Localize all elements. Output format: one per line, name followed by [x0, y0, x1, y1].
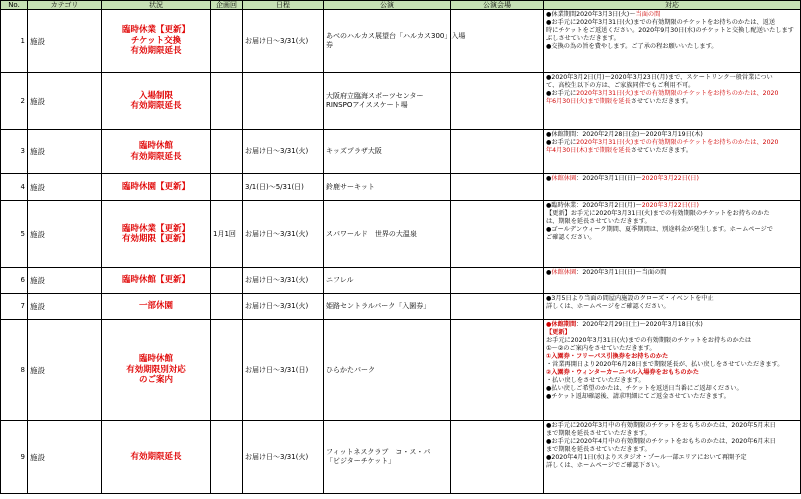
notes-segment: ● — [546, 321, 552, 328]
row-status — [102, 201, 211, 268]
table-row — [1, 130, 801, 174]
notes-line — [546, 454, 798, 462]
row-category: 施設 — [28, 73, 102, 130]
notes-line — [546, 27, 798, 35]
notes-line — [546, 98, 798, 106]
row-plan — [211, 294, 243, 320]
status-line: 臨時休園【更新】 — [121, 181, 190, 192]
row-schedule: お届け日～3/31(火) — [243, 10, 324, 73]
notes-segment: 【更新】お手元に2020年3月31日(火)までの有効期限のチケットをお持ちのかた — [546, 210, 770, 217]
row-category: 施設 — [28, 268, 102, 294]
header-plan: 企画回 — [211, 1, 243, 10]
status-line: 臨時休業【更新】 — [121, 25, 190, 36]
notes-line — [546, 11, 798, 19]
notes-segment: ●お手元に — [546, 90, 577, 97]
notes-segment: ：2020年2月29日(土)～2020年3月18日(水) — [576, 321, 703, 328]
row-event — [324, 421, 451, 494]
row-category: 施設 — [28, 320, 102, 421]
notes-segment: 2020年3月22日(日) — [641, 202, 699, 209]
row-status — [102, 73, 211, 130]
status-line: 一部休園 — [138, 301, 173, 312]
row-plan — [211, 320, 243, 421]
notes-line — [546, 462, 798, 470]
notes-line — [546, 446, 798, 454]
row-plan: 1月1回 — [211, 201, 243, 268]
status-line: のご案内 — [138, 375, 173, 386]
status-line: 有効期限延長 — [130, 101, 182, 111]
notes-segment: は、期限を延長させていただきます。 — [546, 218, 651, 225]
notes-segment: させていただきます。 — [630, 147, 693, 154]
row-venue — [451, 201, 544, 268]
row-status — [102, 10, 211, 73]
row-plan — [211, 421, 243, 494]
notes-segment: 2020年3月22日(日) — [641, 175, 699, 182]
row-schedule: お届け日～3/31(火) — [243, 130, 324, 174]
row-venue — [451, 294, 544, 320]
table-row — [1, 10, 801, 73]
notes-segment: 【更新】 — [546, 329, 571, 336]
table-row — [1, 174, 801, 201]
row-number: 6 — [1, 268, 28, 294]
table-row — [1, 73, 801, 130]
header-venue: 公演会場 — [451, 1, 544, 10]
notes-segment: ●払い戻しご希望のかたは、チケットを返送日当番にご返却ください。 — [546, 385, 743, 392]
notes-segment: ●3月5日より当面の間屋内施設のクローズ・イベントを中止 — [546, 295, 714, 302]
row-notes — [544, 320, 801, 421]
notes-segment: 休館期間 — [551, 321, 577, 328]
row-schedule: お届け日～3/31(日) — [243, 320, 324, 421]
notes-segment: ●ゴールデンウィーク期間、夏季期間は、別途料金が発生します。ホームページで — [546, 226, 773, 233]
status-line: チケット交換 — [130, 35, 182, 46]
row-number: 4 — [1, 174, 28, 201]
notes-segment: まで期限を延長させていただきます。 — [546, 446, 651, 453]
notes-line — [546, 131, 798, 139]
header-category: カテゴリ — [28, 1, 102, 10]
notes-segment: まで期限を延長させていただきます。 — [546, 430, 651, 437]
row-notes — [544, 294, 801, 320]
row-plan — [211, 174, 243, 201]
event-line: 姫路セントラルパーク「入園券」 — [326, 302, 431, 310]
notes-segment: ●お手元に2020年3月31日(火)までの有効期限のチケットをお持ちのかたは、返送 — [546, 19, 776, 26]
row-category: 施設 — [28, 201, 102, 268]
row-notes — [544, 174, 801, 201]
notes-line — [546, 226, 798, 234]
header-schedule: 日程 — [243, 1, 324, 10]
notes-segment: ●お手元に2020年3月中の有効期限のチケットをおもちのかたは、2020年5月末日 — [546, 422, 776, 429]
row-status — [102, 174, 211, 201]
event-line: 「ビジターチケット」 — [326, 457, 396, 465]
notes-segment: ●2020年3月2日(月)～2020年3月23日(月)まで、スケートリンク一般営業につい — [546, 74, 773, 81]
notes-line — [546, 345, 798, 353]
event-line: 券 — [326, 41, 333, 49]
notes-line — [546, 175, 798, 183]
status-line: 臨時休館 — [138, 354, 173, 365]
row-event — [324, 294, 451, 320]
table-row — [1, 268, 801, 294]
row-notes — [544, 201, 801, 268]
header-no: No. — [1, 1, 28, 10]
notes-line — [546, 269, 798, 277]
row-category: 施設 — [28, 10, 102, 73]
notes-segment: 時にチケットをご返送ください。2020年9月30日(水)のチケットと交換し配送いたします — [546, 27, 794, 34]
event-line: フィットネスクラブ コ・ス・パ — [326, 448, 431, 456]
notes-line — [546, 430, 798, 438]
event-line: 大阪府立臨海スポーツセンター — [326, 92, 424, 100]
notes-line — [546, 303, 798, 311]
status-line: 有効期限延長 — [130, 151, 182, 162]
notes-segment: ●チケット返却確認後、請求明細にてご返金させていただきます。 — [546, 393, 730, 400]
notes-segment: ・払い戻しをさせていただきます。 — [546, 377, 645, 384]
table-row — [1, 294, 801, 320]
notes-line — [546, 295, 798, 303]
notes-line — [546, 202, 798, 210]
notes-segment: ● — [546, 269, 552, 276]
notes-segment: 2020年3月31日(火)までの有効期限のチケットをお持ちのかたは、2020 — [576, 90, 779, 97]
notes-line — [546, 385, 798, 393]
notes-line — [546, 90, 798, 98]
notes-line — [546, 74, 798, 82]
status-line: 有効期限延長 — [130, 46, 182, 57]
row-number: 2 — [1, 73, 28, 130]
notes-segment: お手元に2020年3月31日(火)までの有効期限のチケットをお持ちのかたは — [546, 337, 752, 344]
notes-segment: ●お手元に — [546, 139, 577, 146]
row-event — [324, 130, 451, 174]
row-schedule — [243, 73, 324, 130]
row-venue — [451, 73, 544, 130]
status-line: 臨時休館【更新】 — [121, 275, 190, 286]
notes-line — [546, 139, 798, 147]
table-row — [1, 320, 801, 421]
status-line: 有効期限別対応 — [126, 364, 186, 375]
notes-segment: 休館休園 — [551, 175, 577, 182]
event-line: 鈴鹿サーキット — [326, 182, 375, 191]
row-status — [102, 421, 211, 494]
notes-segment: ②入園券・ウィンターカーニバル入場券をおもちのかた — [546, 369, 699, 376]
notes-segment: ●臨時休業：2020年3月2日(月)～ — [546, 202, 642, 209]
row-notes — [544, 421, 801, 494]
row-schedule: お届け日～3/31(火) — [243, 201, 324, 268]
notes-segment: ●お手元に2020年4月中の有効期限のチケットをおもちのかたは、2020年6月末日 — [546, 438, 776, 445]
notes-segment: ：2020年3月1日(日)～ — [576, 175, 642, 182]
row-event — [324, 268, 451, 294]
notes-segment: 年4月30日(木)まで期限を延長 — [546, 147, 631, 154]
notes-line — [546, 438, 798, 446]
row-venue — [451, 268, 544, 294]
table-row — [1, 421, 801, 494]
header-row — [1, 1, 801, 10]
notes-segment: させていただきます。 — [630, 98, 693, 105]
row-status — [102, 320, 211, 421]
header-event: 公演 — [324, 1, 451, 10]
notes-line — [546, 43, 798, 51]
notes-segment: ●2020年4月1日(水)よりスタジオ・プール一部エリアにおいて再開予定 — [546, 454, 747, 461]
event-line: あべのハルカス展望台「ハルカス300」入場 — [326, 32, 466, 40]
notes-line — [546, 353, 798, 361]
row-number: 7 — [1, 294, 28, 320]
row-category: 施設 — [28, 130, 102, 174]
notes-segment: ●休業期間2020年3月3日(火)～ — [546, 11, 636, 18]
row-status — [102, 294, 211, 320]
notes-segment: ● — [546, 175, 552, 182]
notes-line — [546, 35, 798, 43]
notes-segment: 詳しくは、ホームページでご確認下さい。 — [546, 462, 664, 469]
status-line: 有効期限【更新】 — [121, 234, 190, 244]
event-line: キッズプラザ大阪 — [326, 147, 382, 155]
notes-segment: 当面の間 — [635, 11, 661, 18]
row-plan — [211, 10, 243, 73]
row-category: 施設 — [28, 421, 102, 494]
notes-line — [546, 393, 798, 401]
notes-segment: ご確認ください。 — [546, 234, 596, 241]
row-schedule: お届け日～3/31(火) — [243, 268, 324, 294]
notes-segment: ①～②のご案内をさせていただきます。 — [546, 345, 656, 352]
notes-line — [546, 422, 798, 430]
notes-line — [546, 329, 798, 337]
row-venue — [451, 130, 544, 174]
notes-line — [546, 321, 798, 329]
notes-segment: 詳しくは、ホームページをご確認ください。 — [546, 303, 670, 310]
row-status — [102, 268, 211, 294]
notes-line — [546, 82, 798, 90]
status-line: 臨時休館 — [138, 141, 173, 151]
event-line: RINSPOアイススケート場 — [326, 101, 408, 109]
row-venue — [451, 421, 544, 494]
row-schedule: 3/1(日)～5/31(日) — [243, 174, 324, 201]
notes-line — [546, 218, 798, 226]
notes-segment: ①入園券・フリーパス引換券をお持ちのかた — [546, 353, 669, 360]
header-status: 状況 — [102, 1, 211, 10]
row-plan — [211, 130, 243, 174]
row-status — [102, 130, 211, 174]
row-event — [324, 73, 451, 130]
notes-segment: て、高校生以下の方は、ご家族同伴でもご利用不可。 — [546, 82, 695, 89]
notes-line — [546, 361, 798, 369]
row-notes — [544, 268, 801, 294]
notes-segment: ●交換の為の旨を費やします。ご了承の程お願いいたします。 — [546, 43, 718, 50]
notes-segment: 年6月30日(火)まで期限を延長 — [546, 98, 631, 105]
event-line: ニフレル — [326, 276, 354, 284]
row-event — [324, 201, 451, 268]
row-venue — [451, 174, 544, 201]
notes-segment: ●休館期間：2020年2月28日(金)～2020年3月19日(木) — [546, 131, 703, 138]
status-line: 入場制限 — [138, 90, 173, 101]
notes-line — [546, 210, 798, 218]
notes-line — [546, 19, 798, 27]
notes-line — [546, 234, 798, 242]
status-line: 有効期限延長 — [130, 451, 182, 462]
notes-segment: 休館休園 — [551, 269, 577, 276]
notes-line — [546, 337, 798, 345]
row-category: 施設 — [28, 174, 102, 201]
notes-line — [546, 369, 798, 377]
row-notes — [544, 73, 801, 130]
status-line: 臨時休業【更新】 — [121, 223, 190, 234]
row-event — [324, 174, 451, 201]
row-schedule: お届け日～3/31(火) — [243, 421, 324, 494]
row-number: 8 — [1, 320, 28, 421]
header-notes: 対応 — [544, 1, 801, 10]
row-venue — [451, 320, 544, 421]
notes-segment: 2020年3月31日(火)までの有効期限のチケットをお持ちのかたは、2020 — [576, 139, 779, 146]
row-event — [324, 320, 451, 421]
event-line: ひらかたパーク — [326, 365, 375, 374]
row-event — [324, 10, 466, 73]
event-line: スパワールド 世界の大温泉 — [326, 229, 417, 238]
notes-line — [546, 377, 798, 385]
row-venue — [451, 10, 544, 73]
row-plan — [211, 73, 243, 130]
notes-segment: ・営業再開日より2020年6月28日まで期限延長が、払い戻しをさせていただきます。 — [546, 361, 784, 368]
row-number: 3 — [1, 130, 28, 174]
row-notes — [544, 130, 801, 174]
row-number: 1 — [1, 10, 28, 73]
row-number: 9 — [1, 421, 28, 494]
row-number: 5 — [1, 201, 28, 268]
table-row — [1, 201, 801, 268]
notes-segment: ：2020年3月1日(日)～当面の間 — [576, 269, 667, 276]
notes-line — [546, 147, 798, 155]
row-category: 施設 — [28, 294, 102, 320]
notes-segment: ぶしさせていただきます。 — [546, 35, 620, 42]
row-notes — [544, 10, 801, 73]
row-schedule: お届け日～3/31(火) — [243, 294, 324, 320]
row-plan — [211, 268, 243, 294]
